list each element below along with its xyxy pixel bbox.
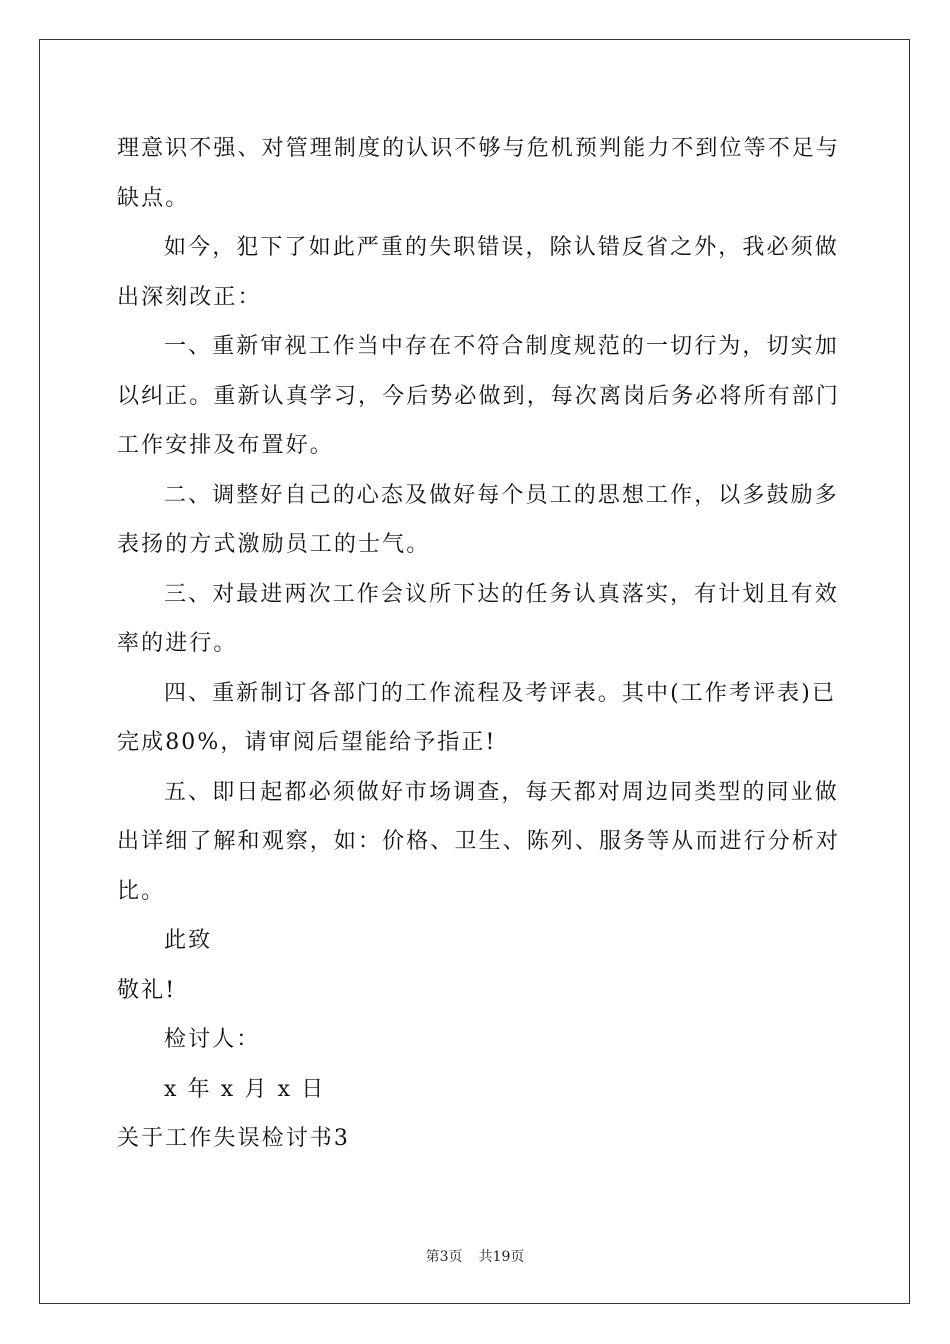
text-line: 出深刻改正： <box>117 284 262 310</box>
document-body <box>117 124 841 1164</box>
text-line: 工作安排及布置好。 <box>117 433 334 458</box>
list-item-3: 三、对最进两次工作会议所下达的任务认真落实，有计划且有效 <box>164 581 839 607</box>
closing-regards: 敬礼! <box>117 977 177 1003</box>
list-item-2: 二、调整好自己的心态及做好每个员工的思想工作，以多鼓励多 <box>164 482 839 508</box>
text-line: 出详细了解和观察，如：价格、卫生、陈列、服务等从而进行分析对 <box>117 829 841 854</box>
text-line: 表扬的方式激励员工的士气。 <box>117 532 431 557</box>
paragraph-start: 如今，犯下了如此严重的失职错误，除认错反省之外，我必须做 <box>164 235 839 260</box>
closing-salutation: 此致 <box>164 928 213 953</box>
text-line: 缺点。 <box>117 185 190 211</box>
list-item-4: 四、重新制订各部门的工作流程及考评表。其中(工作考评表)已 <box>164 680 837 706</box>
page-total: 共19页 <box>478 1249 525 1265</box>
list-item-5: 五、即日起都必须做好市场调查，每天都对周边同类型的同业做 <box>164 779 839 805</box>
text-line: 理意识不强、对管理制度的认识不够与危机预判能力不到位等不足与 <box>117 136 841 161</box>
page-current: 第3页 <box>425 1249 463 1265</box>
text-line: 以纠正。重新认真学习，今后势必做到，每次离岗后务必将所有部门 <box>117 383 841 409</box>
text-line: 完成80%，请审阅后望能给予指正! <box>117 730 497 755</box>
text-line: 率的进行。 <box>117 631 238 656</box>
page-footer <box>0 1248 950 1266</box>
text-line: 比。 <box>117 878 166 904</box>
date-line: x 年 x 月 x 日 <box>164 1076 326 1102</box>
list-item-1: 一、重新审视工作当中存在不符合制度规范的一切行为，切实加 <box>164 334 839 359</box>
signature-label: 检讨人： <box>164 1027 261 1052</box>
section-title: 关于工作失误检讨书3 <box>117 1126 350 1151</box>
